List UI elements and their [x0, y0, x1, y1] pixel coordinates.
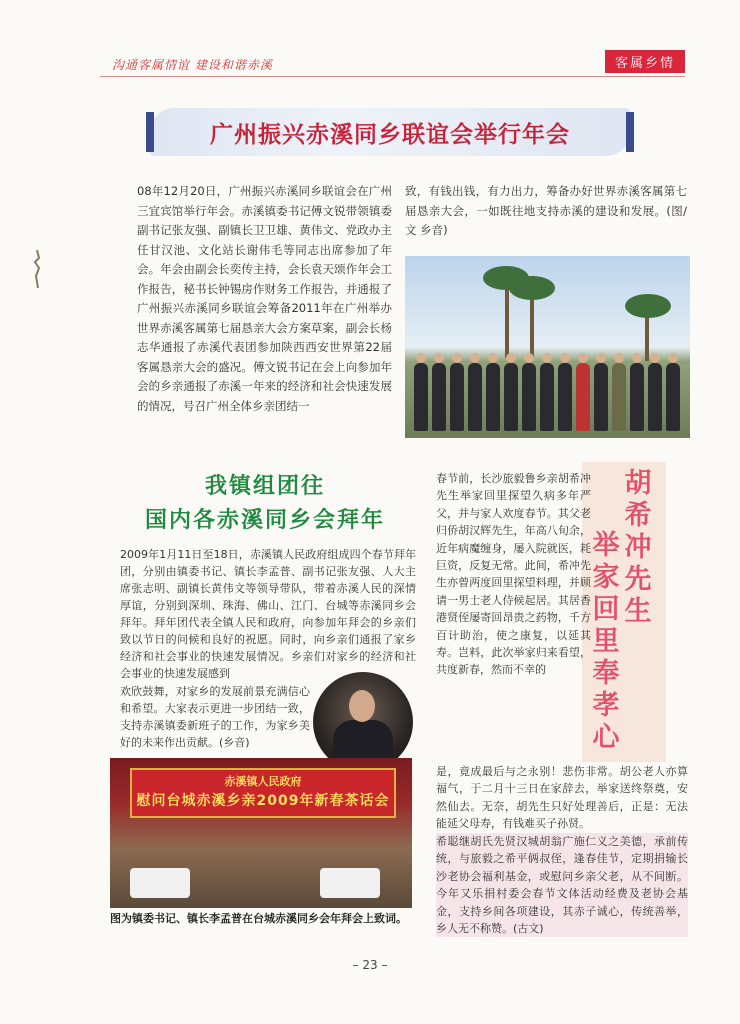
meeting-banner-line2: 慰问台城赤溪乡亲2009年新春茶话会	[136, 793, 390, 809]
article3-title-part2: 举家回里奉孝心	[592, 530, 620, 753]
speaker-portrait	[313, 672, 413, 772]
meeting-photo-caption: 图为镇委书记、镇长李孟普在台城赤溪同乡会年拜会上致词。	[110, 912, 407, 925]
group-of-people	[410, 351, 680, 431]
article1-column1: 08年12月20日，广州振兴赤溪同乡联谊会在广州三宜宾馆举行年会。赤溪镇委书记傅文锐带领镇委副书记张友强、副镇长卫卫雄、黄伟文、党政办主任甘汉池、文化站长谢伟毛等同志出席参加了年会。年会由副会长奕传主持，会长袁天颂作年会工作报告，秘书长钟锡房作财务工作报告，并通报了广州振兴赤溪同乡联谊会筹备2011年在广州举办世界赤溪客属第七届恳亲大会方案草案，副会长杨志华通报了赤溪代表团参加陕西西安世界第22届客属恳亲大会的盛况。傅文锐书记在会上向参加年会的乡亲通报了赤溪一年来的经济和社会快速发展的情况，号召广州全体乡亲团结一	[137, 184, 392, 413]
meeting-table	[320, 868, 380, 898]
meeting-banner	[130, 768, 396, 818]
meeting-banner-line1: 赤溪镇人民政府	[224, 775, 302, 788]
header-slogan: 沟通客属情谊 建设和谐赤溪	[112, 58, 273, 72]
article2-title-line2: 国内各赤溪同乡会拜年	[144, 508, 385, 533]
page-header	[100, 54, 685, 77]
article2-body: 2009年1月11日至18日，赤溪镇人民政府组成四个春节拜年团，分别由镇委书记、镇长李孟普、副书记张友强、人大主席张志明、副镇长黄伟文等领导带队，带着赤溪人民的深情厚谊，分别到深圳、珠海、佛山、江门、台城等赤溪同乡会拜年。拜年团代表全镇人民和政府，向参加年拜会的乡亲们致以节日的问候和良好的祝愿。同时，向乡亲们通报了家乡经济和社会事业的快速发展情况。乡亲们对家乡的经济和社会事业的快速发展感到	[120, 548, 416, 680]
margin-decoration	[30, 250, 44, 288]
article2-body-tail: 欢欣鼓舞，对家乡的发展前景充满信心和希望。大家表示更进一步团结一致，支持赤溪镇委新班子的工作，为家乡美好的未来作出贡献。(乡音)	[120, 685, 310, 749]
page-number: – 23 –	[352, 958, 388, 972]
palm-frond	[625, 294, 671, 318]
article3-column-wide2: 希聪继胡氏先贤汉城胡翁广施仁义之美德，承前传统，与旅毅之希平俩叔侄，逢春佳节，定期捐输长沙老协会福利基金，或慰问乡亲父老，从不间断。今年又乐捐村委会春节文体活动经费及老协会基金，支持乡间各项建设，其赤子诚心，传统善举，乡人无不称赞。(古文)	[436, 833, 688, 937]
article3-title-part1: 胡希冲先生	[624, 468, 652, 627]
meeting-photo	[110, 758, 412, 908]
headline-bar-right	[626, 112, 634, 152]
group-photo	[405, 256, 690, 438]
headline-bar-left	[146, 112, 154, 152]
article2-title	[100, 470, 430, 538]
article3-column-narrow: 春节前，长沙旅毅鲁乡亲胡希冲先生举家回里探望久病多年严父，并与家人欢度春节。其父老归侨胡汉辉先生，年高八旬余，近年病魔缠身，屡入院就医，耗巨资，反复无常。此间，希冲先生亦曾两度回里探望料理，并顾请一男士老人侍候起居。其居香港贤侄屡寄回昂贵之药物，千方百计助治，使之康复，以延其寿。岂料，此次举家归来看望，共度新春，然而不幸的	[436, 472, 591, 677]
palm-frond	[509, 276, 555, 300]
article3-column-wide1: 是，竟成最后与之永别！悲伤非常。胡公老人亦算福气，于二月十三日在家辞去，举家送终祭奠，安然仙去。无奈，胡先生只好处理善后，正是：无法能延父母寿，有钱难买子孙贤。	[436, 765, 688, 831]
meeting-table	[130, 868, 190, 898]
section-tag: 客属乡情	[605, 50, 685, 73]
article1-headline: 广州振兴赤溪同乡联谊会举行年会	[210, 122, 570, 148]
article1-column2: 致，有钱出钱，有力出力，筹备办好世界赤溪客属第七届恳亲大会，一如既往地支持赤溪的建设和发展。(图/文 乡音)	[405, 184, 687, 237]
article2-title-line1: 我镇组团往	[204, 474, 325, 499]
